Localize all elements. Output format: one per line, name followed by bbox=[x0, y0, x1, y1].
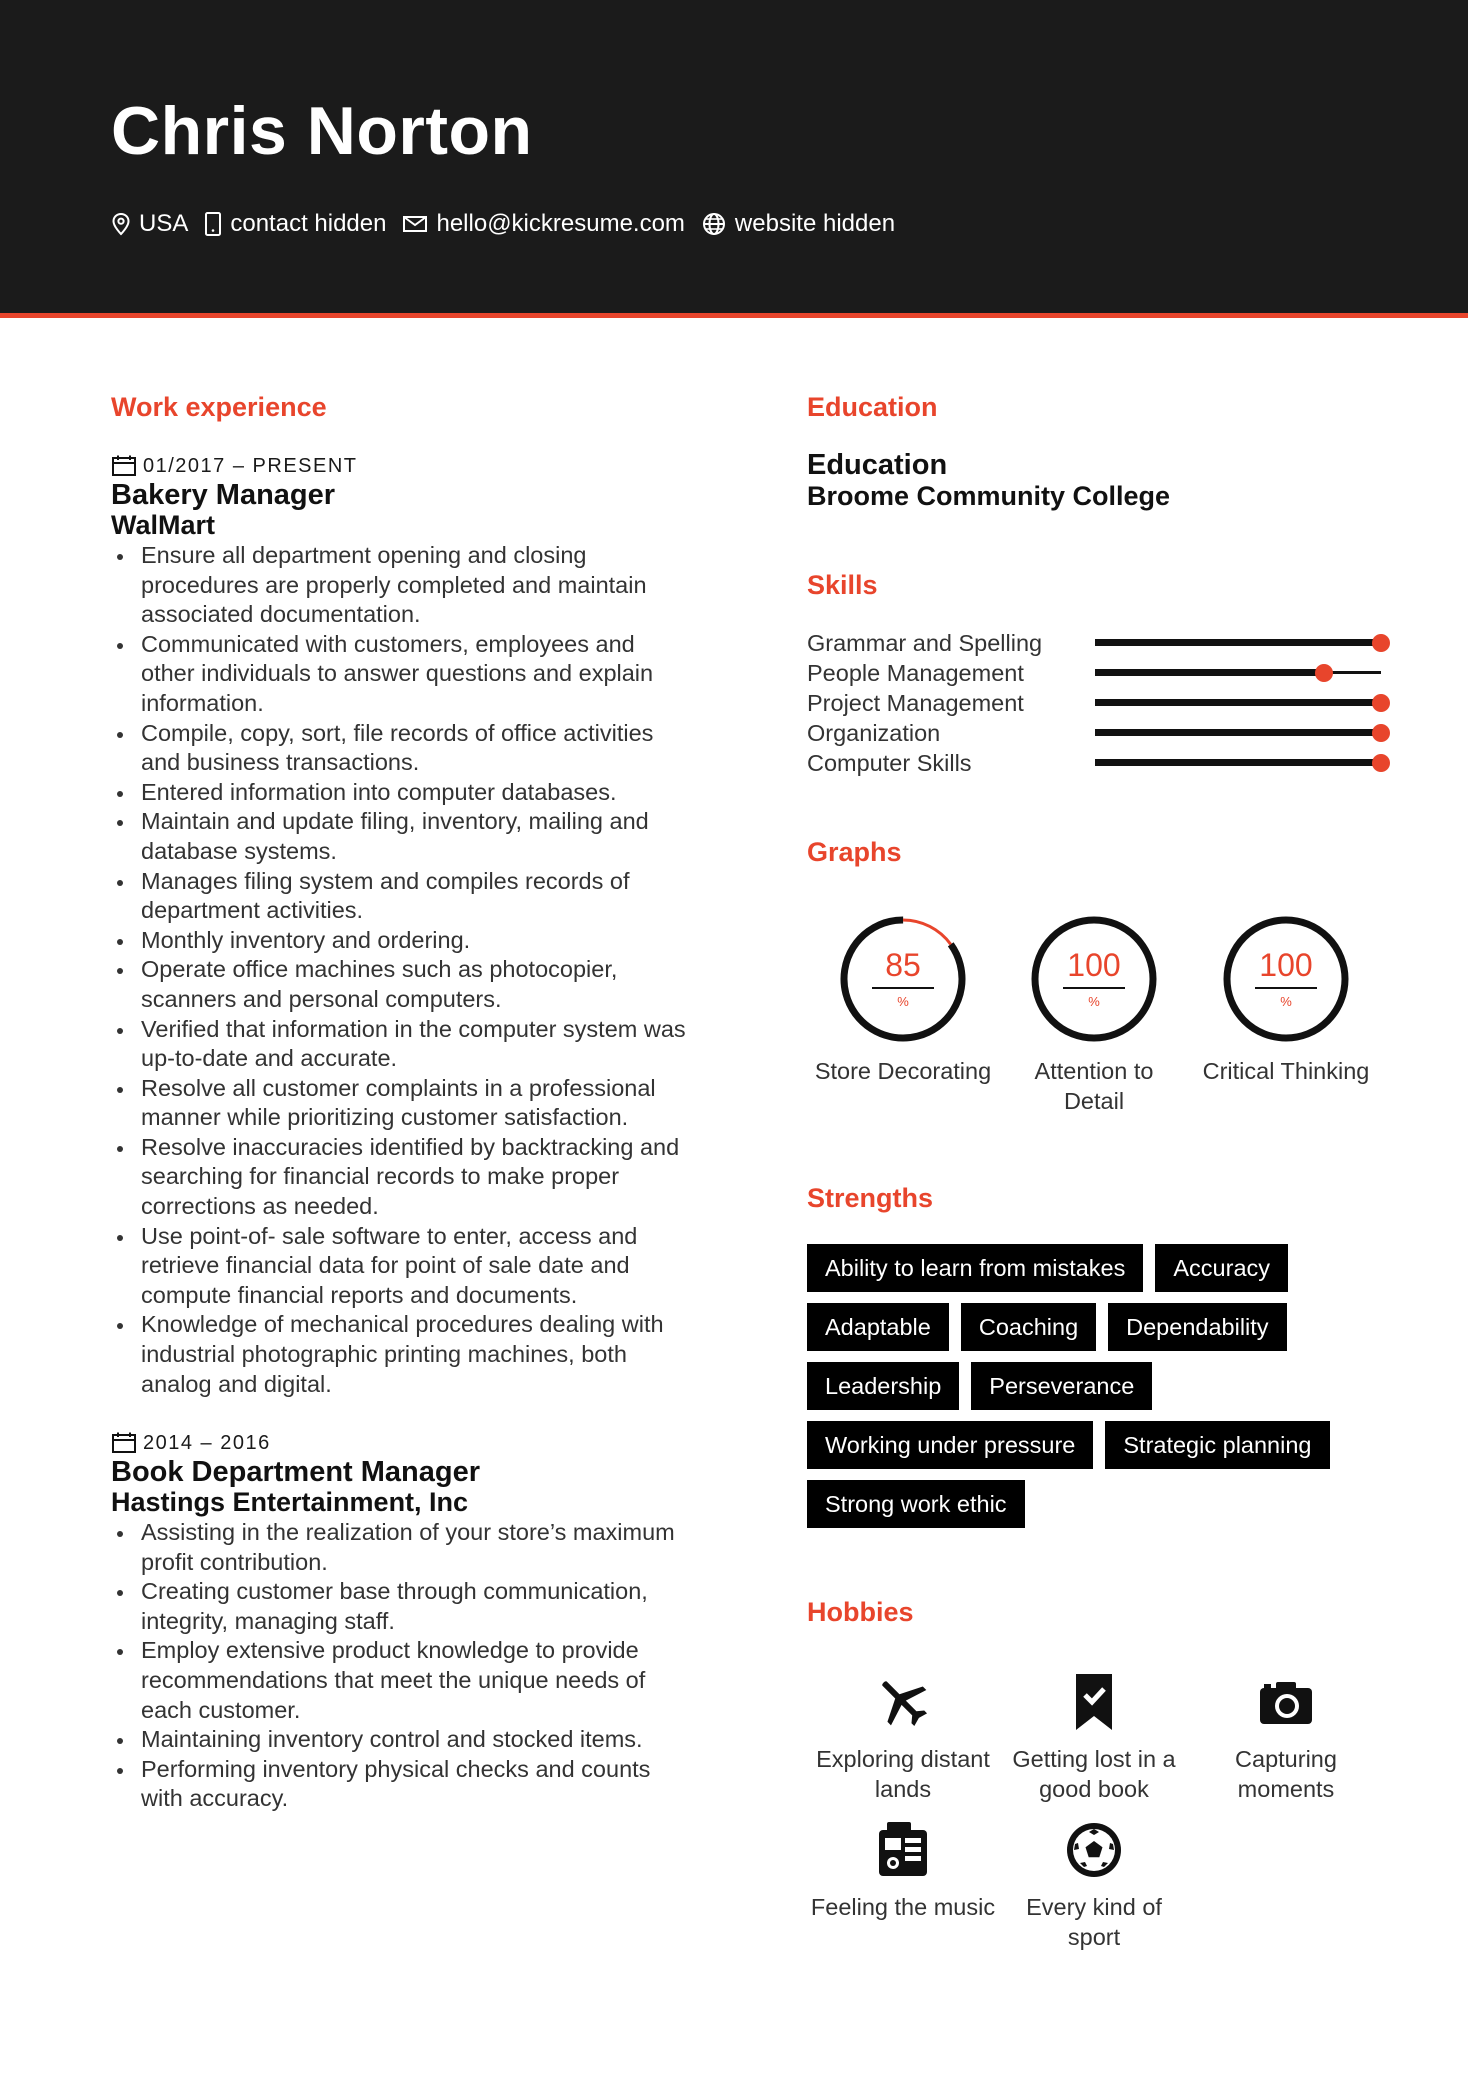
hobby-label: Getting lost in a good book bbox=[1012, 1746, 1176, 1802]
location-pin-icon bbox=[111, 212, 131, 236]
hobby-item bbox=[808, 1820, 998, 1922]
job-entry bbox=[111, 453, 691, 1399]
hobby-label: Exploring distant lands bbox=[816, 1746, 990, 1802]
section-title-graphs: Graphs bbox=[807, 837, 902, 867]
skill-label: Computer Skills bbox=[807, 750, 972, 776]
skill-label: People Management bbox=[807, 660, 1024, 686]
phone-icon bbox=[204, 211, 222, 237]
strength-tags bbox=[807, 1244, 1427, 1539]
skill-bar-fill bbox=[1095, 639, 1381, 646]
job-entry bbox=[111, 1430, 691, 1814]
job-bullet: Resolve all customer complaints in a professional manner while prioritizing customer satisfaction. bbox=[111, 1074, 691, 1133]
skill-bar bbox=[1095, 731, 1381, 734]
contact-website[interactable] bbox=[701, 210, 895, 238]
contact-location bbox=[111, 210, 188, 238]
job-bullet: Assisting in the realization of your store’s maximum profit contribution. bbox=[111, 1518, 691, 1577]
graph-unit: % bbox=[1088, 994, 1100, 1009]
skill-bar-marker bbox=[1315, 664, 1333, 682]
skill-bar bbox=[1095, 701, 1381, 704]
skill-bar-fill bbox=[1095, 699, 1381, 706]
email-text[interactable]: hello@kickresume.com bbox=[436, 210, 685, 237]
education-degree: Education bbox=[807, 449, 948, 481]
job-bullet: Employ extensive product knowledge to provide recommendations that meet the unique needs of each customer. bbox=[111, 1636, 691, 1725]
job-bullet: Manages filing system and compiles records of department activities. bbox=[111, 867, 691, 926]
strength-tag: Coaching bbox=[961, 1303, 1096, 1351]
graph-item bbox=[1004, 914, 1184, 1116]
job-company: WalMart bbox=[111, 510, 216, 540]
contact-email[interactable] bbox=[402, 210, 684, 238]
graph-divider bbox=[1063, 987, 1125, 989]
strength-tag: Strategic planning bbox=[1105, 1421, 1329, 1469]
email-icon bbox=[402, 214, 428, 234]
graph-unit: % bbox=[1280, 994, 1292, 1009]
education-school: Broome Community College bbox=[807, 481, 1171, 511]
graph-value: 85 bbox=[885, 947, 921, 983]
job-date-text: 2014 – 2016 bbox=[143, 1431, 271, 1454]
section-title-hobbies: Hobbies bbox=[807, 1597, 914, 1627]
skill-label: Grammar and Spelling bbox=[807, 630, 1043, 656]
calendar-icon bbox=[111, 1432, 137, 1454]
strength-tag: Dependability bbox=[1108, 1303, 1286, 1351]
hobby-item bbox=[1191, 1672, 1381, 1804]
strength-tag: Strong work ethic bbox=[807, 1480, 1025, 1528]
graph-divider bbox=[872, 987, 934, 989]
hobby-label: Every kind of sport bbox=[1026, 1894, 1162, 1950]
airplane-icon bbox=[873, 1672, 933, 1732]
section-title-strengths: Strengths bbox=[807, 1183, 934, 1213]
strength-tag: Leadership bbox=[807, 1362, 959, 1410]
section-title-education: Education bbox=[807, 392, 938, 422]
graph-unit: % bbox=[897, 994, 909, 1009]
location-text: USA bbox=[139, 210, 189, 237]
website-text[interactable]: website hidden bbox=[734, 210, 896, 237]
job-bullet: Ensure all department opening and closing procedures are properly completed and maintain associated documentation. bbox=[111, 541, 691, 630]
job-bullet: Verified that information in the computer system was up-to-date and accurate. bbox=[111, 1015, 691, 1074]
strength-tag: Accuracy bbox=[1155, 1244, 1288, 1292]
section-title-work: Work experience bbox=[111, 392, 327, 422]
resume-header bbox=[0, 0, 1468, 318]
strength-tag: Working under pressure bbox=[807, 1421, 1093, 1469]
hobby-item bbox=[808, 1672, 998, 1804]
graph-item bbox=[813, 914, 993, 1086]
bookmark-icon bbox=[1064, 1672, 1124, 1732]
graph-divider bbox=[1255, 987, 1317, 989]
skill-bar bbox=[1095, 641, 1381, 644]
job-date bbox=[111, 1430, 691, 1456]
job-date bbox=[111, 453, 691, 479]
graph-label: Critical Thinking bbox=[1202, 1058, 1370, 1084]
job-title: Book Department Manager bbox=[111, 1456, 481, 1488]
job-bullet: Compile, copy, sort, file records of office activities and business transactions. bbox=[111, 719, 691, 778]
graph-value: 100 bbox=[1067, 947, 1121, 983]
candidate-name: Chris Norton bbox=[111, 93, 533, 169]
job-company: Hastings Entertainment, Inc bbox=[111, 1487, 469, 1517]
skill-bar-fill bbox=[1095, 729, 1381, 736]
job-title: Bakery Manager bbox=[111, 479, 336, 511]
skill-row bbox=[807, 628, 1387, 658]
job-bullet: Entered information into computer databases. bbox=[111, 778, 691, 808]
job-bullet: Performing inventory physical checks and counts with accuracy. bbox=[111, 1755, 691, 1814]
hobby-item bbox=[999, 1820, 1189, 1952]
skill-label: Organization bbox=[807, 720, 941, 746]
section-title-skills: Skills bbox=[807, 570, 878, 600]
skill-bar-marker bbox=[1372, 694, 1390, 712]
job-date-text: 01/2017 – PRESENT bbox=[143, 454, 358, 477]
job-bullet: Maintain and update filing, inventory, mailing and database systems. bbox=[111, 807, 691, 866]
job-bullets bbox=[111, 541, 691, 1399]
job-bullet: Monthly inventory and ordering. bbox=[111, 926, 691, 956]
contact-phone bbox=[204, 210, 386, 238]
graph-label: Attention to Detail bbox=[1034, 1058, 1154, 1114]
strength-tag: Perseverance bbox=[971, 1362, 1152, 1410]
skill-bar bbox=[1095, 761, 1381, 764]
strength-tag: Ability to learn from mistakes bbox=[807, 1244, 1143, 1292]
hobby-label: Capturing moments bbox=[1235, 1746, 1337, 1802]
job-bullets bbox=[111, 1518, 691, 1814]
skill-bar-fill bbox=[1095, 759, 1381, 766]
job-bullet: Communicated with customers, employees and other individuals to answer questions and explain information. bbox=[111, 630, 691, 719]
radio-icon bbox=[873, 1820, 933, 1880]
skill-row bbox=[807, 688, 1387, 718]
skill-label: Project Management bbox=[807, 690, 1024, 716]
skill-bar bbox=[1095, 671, 1381, 674]
graph-item bbox=[1196, 914, 1376, 1086]
graph-value: 100 bbox=[1259, 947, 1313, 983]
strength-tag: Adaptable bbox=[807, 1303, 949, 1351]
skill-row bbox=[807, 658, 1387, 688]
calendar-icon bbox=[111, 455, 137, 477]
job-bullet: Use point-of- sale software to enter, access and retrieve financial data for point of sale date and compute financial reports and documents. bbox=[111, 1222, 691, 1311]
camera-icon bbox=[1256, 1672, 1316, 1732]
graph-label: Store Decorating bbox=[814, 1058, 992, 1084]
skill-bar-marker bbox=[1372, 754, 1390, 772]
skill-row bbox=[807, 748, 1387, 778]
skill-bar-marker bbox=[1372, 634, 1390, 652]
job-bullet: Creating customer base through communication, integrity, managing staff. bbox=[111, 1577, 691, 1636]
skill-bar-marker bbox=[1372, 724, 1390, 742]
phone-text: contact hidden bbox=[230, 210, 387, 237]
globe-icon bbox=[701, 211, 727, 237]
contact-bar bbox=[111, 210, 911, 238]
hobby-label: Feeling the music bbox=[810, 1894, 996, 1920]
job-bullet: Knowledge of mechanical procedures dealing with industrial photographic printing machines, both analog and digital. bbox=[111, 1310, 691, 1399]
skill-bar-fill bbox=[1095, 669, 1324, 676]
job-bullet: Resolve inaccuracies identified by backtracking and searching for financial records to make proper corrections as needed. bbox=[111, 1133, 691, 1222]
job-bullet: Maintaining inventory control and stocked items. bbox=[111, 1725, 691, 1755]
soccer-ball-icon bbox=[1064, 1820, 1124, 1880]
skill-row bbox=[807, 718, 1387, 748]
hobby-item bbox=[999, 1672, 1189, 1804]
job-bullet: Operate office machines such as photocopier, scanners and personal computers. bbox=[111, 955, 691, 1014]
